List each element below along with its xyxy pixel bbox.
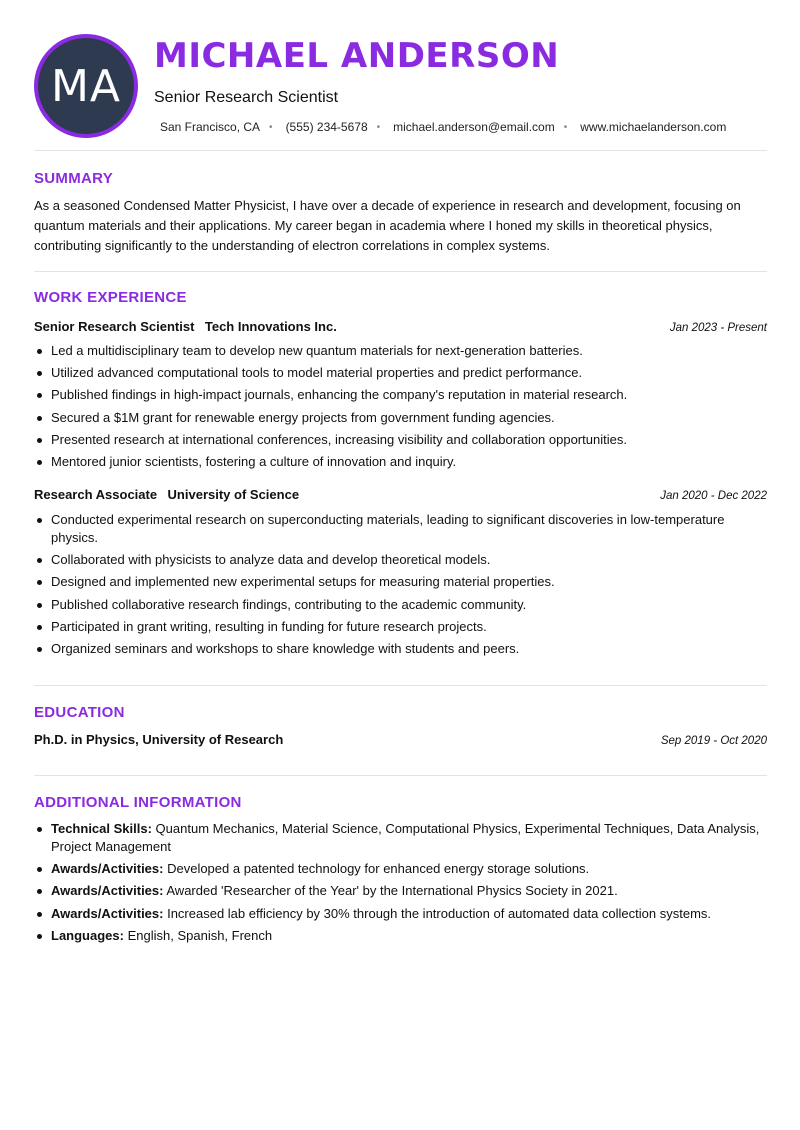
item-label: Awards/Activities: — [51, 905, 164, 921]
contact-location: San Francisco, CA — [160, 120, 261, 134]
list-item: Participated in grant writing, resulting in funding for future research projects. — [34, 618, 767, 636]
item-text: Awarded 'Researcher of the Year' by the International Physics Society in 2021. — [166, 883, 618, 899]
list-item: Mentored junior scientists, fostering a culture of innovation and inquiry. — [34, 453, 767, 471]
list-item: Published collaborative research findings, contributing to the academic community. — [34, 596, 767, 614]
list-item: Led a multidisciplinary team to develop new quantum materials for next-generation batteries. — [34, 342, 767, 360]
candidate-name: MICHAEL ANDERSON — [154, 36, 560, 76]
summary-text: As a seasoned Condensed Matter Physicist, I have over a decade of experience in research and development, focusing on quantum materials and their applications. My career began in academia where I honed my skills in theoretical physics, contributing significantly to the understanding of electron correlations in complex systems. — [34, 198, 741, 253]
education-row — [34, 732, 767, 747]
job-company: Tech Innovations Inc. — [204, 319, 337, 334]
job-title-group — [34, 318, 337, 336]
candidate-headline: Senior Research Scientist — [154, 89, 339, 106]
contact-separator: • — [269, 121, 273, 133]
list-item — [34, 882, 767, 900]
job-company: University of Science — [167, 487, 300, 502]
summary-heading: SUMMARY — [34, 170, 114, 187]
contact-email[interactable]: michael.anderson@email.com — [393, 120, 555, 134]
experience-divider — [34, 685, 767, 686]
job-date: Jan 2020 - Dec 2022 — [660, 490, 767, 502]
job-header — [34, 486, 767, 504]
job-bullets — [34, 511, 767, 662]
list-item: Organized seminars and workshops to share knowledge with students and peers. — [34, 640, 767, 658]
job-title-group — [34, 486, 299, 504]
job-header — [34, 318, 767, 336]
additional-list — [34, 820, 767, 949]
experience-heading: WORK EXPERIENCE — [34, 289, 187, 306]
summary-divider — [34, 271, 767, 272]
job-title: Senior Research Scientist — [34, 319, 195, 334]
list-item: Conducted experimental research on superconducting materials, leading to significant discoveries in low-temperature physics. — [34, 511, 767, 547]
item-label: Languages: — [51, 927, 124, 943]
list-item: Published findings in high-impact journals, enhancing the company's reputation in material research. — [34, 386, 767, 404]
job-bullets — [34, 342, 767, 475]
additional-heading: ADDITIONAL INFORMATION — [34, 794, 242, 811]
item-label: Awards/Activities: — [51, 883, 164, 899]
contact-separator: • — [376, 121, 381, 133]
avatar — [34, 34, 138, 138]
item-text: Increased lab efficiency by 30% through the introduction of automated data collection systems. — [167, 905, 712, 921]
list-item — [34, 860, 767, 878]
list-item: Presented research at international conferences, increasing visibility and collaboration opportunities. — [34, 431, 767, 449]
list-item: Secured a $1M grant for renewable energy projects from government funding agencies. — [34, 409, 767, 427]
list-item — [34, 927, 767, 945]
education-heading: EDUCATION — [34, 704, 125, 721]
job-title: Research Associate — [34, 487, 158, 502]
education-degree: Ph.D. in Physics, University of Research — [34, 732, 284, 747]
contact-website[interactable]: www.michaelanderson.com — [580, 120, 727, 134]
contact-bar — [160, 120, 726, 134]
item-text: English, Spanish, French — [127, 927, 273, 943]
header-divider — [34, 150, 767, 151]
job-date: Jan 2023 - Present — [669, 322, 767, 334]
item-label: Awards/Activities: — [51, 861, 164, 877]
list-item: Utilized advanced computational tools to model material properties and predict performance. — [34, 364, 767, 382]
contact-phone[interactable]: (555) 234-5678 — [285, 120, 368, 134]
item-label: Technical Skills: — [51, 821, 152, 836]
list-item — [34, 820, 767, 856]
education-date: Sep 2019 - Oct 2020 — [660, 735, 767, 747]
item-text: Developed a patented technology for enhanced energy storage solutions. — [167, 861, 590, 877]
item-text: Quantum Mechanics, Material Science, Computational Physics, Experimental Techniques, Data Analysis, Project Management — [51, 821, 760, 854]
contact-separator: • — [563, 121, 568, 133]
list-item: Collaborated with physicists to analyze data and develop theoretical models. — [34, 551, 767, 569]
list-item: Designed and implemented new experimental setups for measuring material properties. — [34, 573, 767, 591]
avatar-initials: MA — [50, 60, 122, 112]
list-item — [34, 905, 767, 923]
education-divider — [34, 775, 767, 776]
